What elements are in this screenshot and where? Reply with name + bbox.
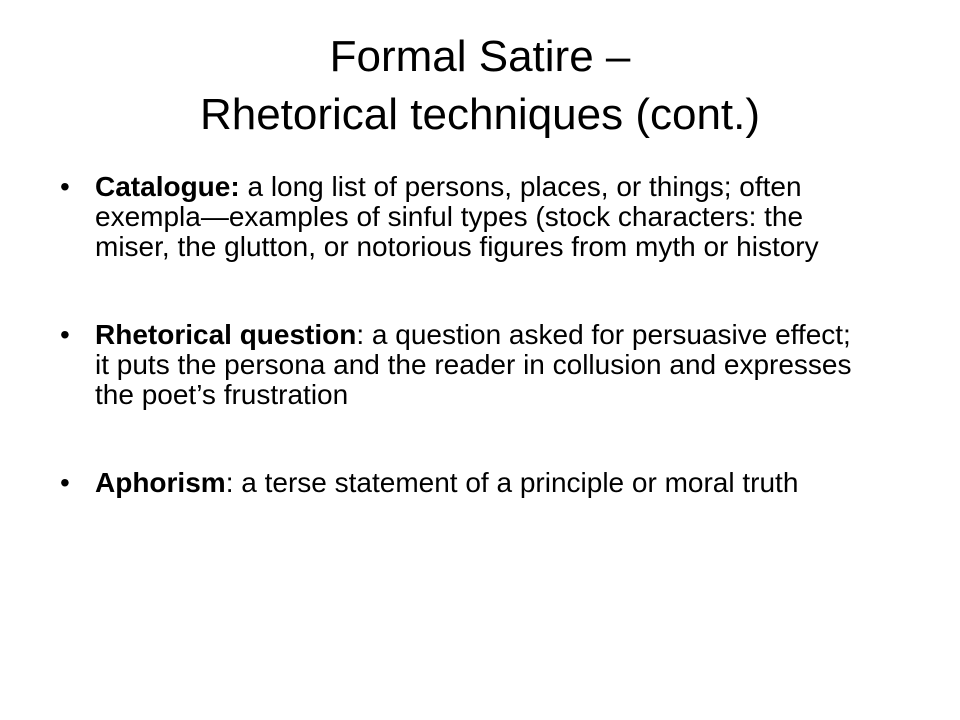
bullet-rhetorical-question	[60, 320, 860, 410]
bullet-icon: •	[60, 319, 70, 350]
bullet-catalogue	[60, 172, 860, 262]
bullet-term: Catalogue:	[95, 171, 240, 202]
title-line-1: Formal Satire –	[329, 32, 631, 81]
bullet-text: : a terse statement of a principle or moral truth	[225, 467, 799, 498]
bullet-icon: •	[60, 467, 70, 498]
bullet-text: a long list of persons, places, or things; often exempla—examples of sinful types (stock characters: the miser, the glutton, or notorious figures from myth or history	[95, 171, 819, 262]
slide-title	[0, 28, 960, 144]
bullet-list	[60, 172, 860, 556]
bullet-text: : a question asked for persuasive effect; it puts the persona and the reader in collusion and expresses the poet’s frustration	[95, 319, 852, 410]
bullet-icon: •	[60, 171, 70, 202]
bullet-term: Rhetorical question	[95, 319, 357, 350]
bullet-aphorism	[60, 468, 860, 498]
bullet-term: Aphorism	[95, 467, 226, 498]
title-line-2: Rhetorical techniques (cont.)	[199, 90, 761, 139]
